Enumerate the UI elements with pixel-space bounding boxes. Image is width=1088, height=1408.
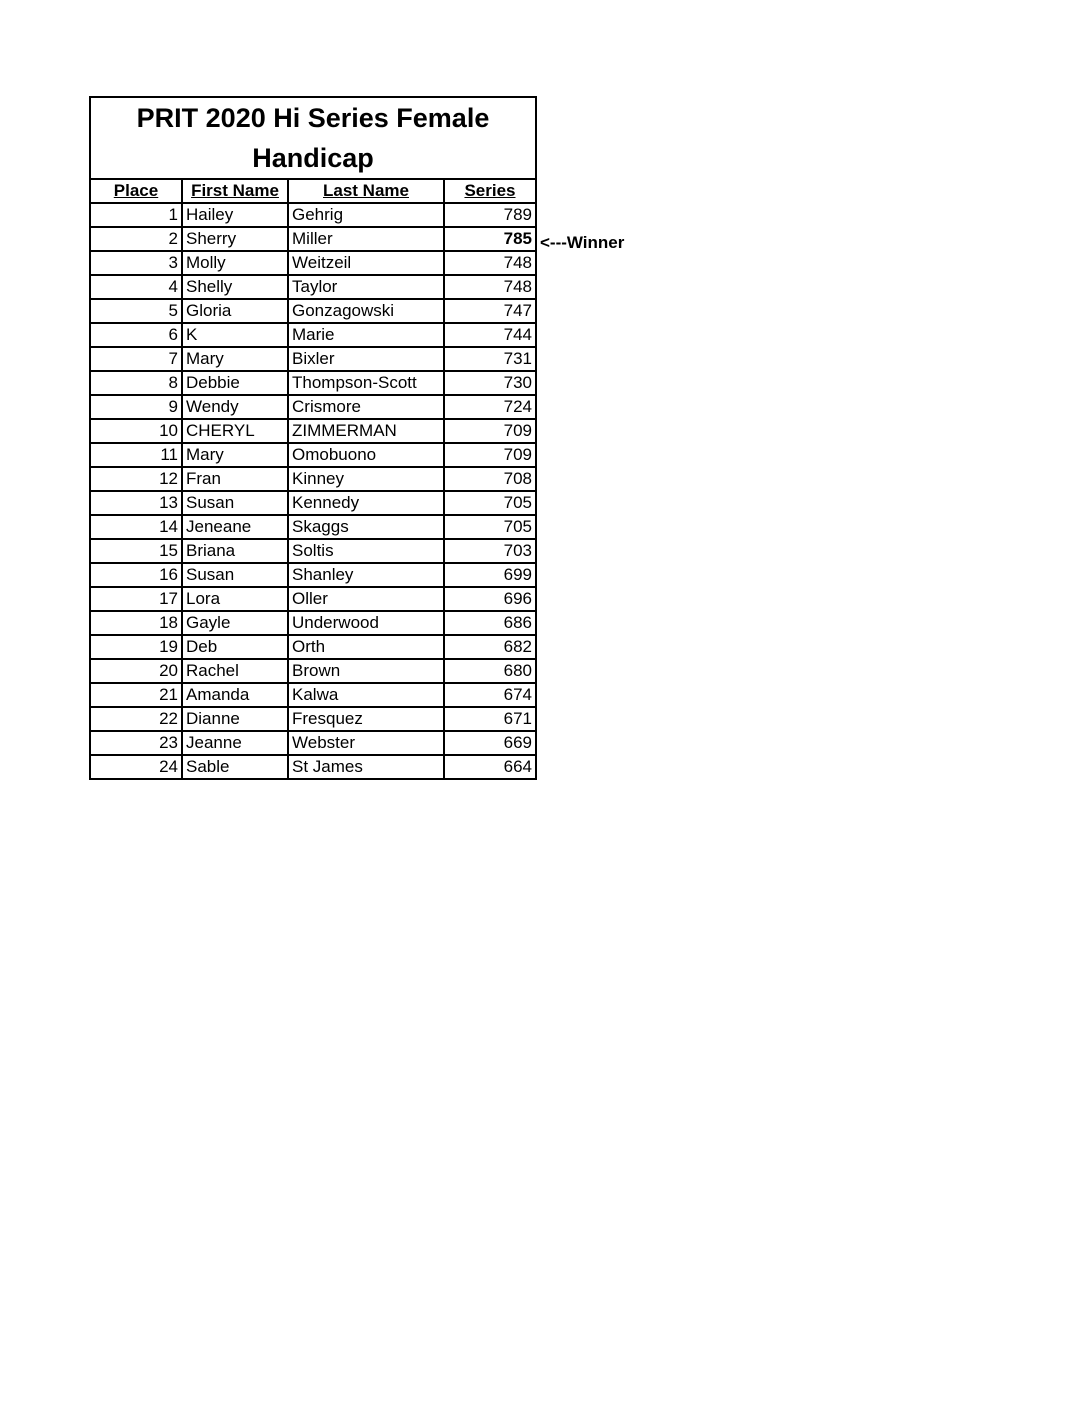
last-name-cell: ZIMMERMAN bbox=[288, 419, 444, 443]
series-cell: 680 bbox=[444, 659, 536, 683]
table-row bbox=[90, 635, 536, 659]
table-row bbox=[90, 227, 536, 251]
last-name-cell: Crismore bbox=[288, 395, 444, 419]
place-cell: 2 bbox=[90, 227, 182, 251]
table-row bbox=[90, 419, 536, 443]
first-name-cell: Hailey bbox=[182, 203, 288, 227]
place-cell: 11 bbox=[90, 443, 182, 467]
table-row bbox=[90, 755, 536, 779]
last-name-cell: Shanley bbox=[288, 563, 444, 587]
title-line-2: Handicap bbox=[252, 143, 374, 173]
title-row bbox=[90, 97, 536, 179]
first-name-cell: Gloria bbox=[182, 299, 288, 323]
results-sheet bbox=[89, 96, 537, 780]
place-cell: 23 bbox=[90, 731, 182, 755]
place-cell: 7 bbox=[90, 347, 182, 371]
table-row bbox=[90, 251, 536, 275]
series-cell: 709 bbox=[444, 443, 536, 467]
place-cell: 14 bbox=[90, 515, 182, 539]
first-name-cell: Molly bbox=[182, 251, 288, 275]
table-row bbox=[90, 275, 536, 299]
table-row bbox=[90, 563, 536, 587]
series-cell: 696 bbox=[444, 587, 536, 611]
series-cell: 789 bbox=[444, 203, 536, 227]
first-name-cell: Jeanne bbox=[182, 731, 288, 755]
place-cell: 9 bbox=[90, 395, 182, 419]
first-name-cell: Jeneane bbox=[182, 515, 288, 539]
last-name-cell: Thompson-Scott bbox=[288, 371, 444, 395]
first-name-cell: K bbox=[182, 323, 288, 347]
first-name-cell: Gayle bbox=[182, 611, 288, 635]
series-cell: 744 bbox=[444, 323, 536, 347]
place-cell: 21 bbox=[90, 683, 182, 707]
place-cell: 10 bbox=[90, 419, 182, 443]
last-name-cell: Miller bbox=[288, 227, 444, 251]
place-cell: 22 bbox=[90, 707, 182, 731]
first-name-cell: Fran bbox=[182, 467, 288, 491]
place-cell: 24 bbox=[90, 755, 182, 779]
table-row bbox=[90, 203, 536, 227]
last-name-cell: Brown bbox=[288, 659, 444, 683]
table-row bbox=[90, 539, 536, 563]
last-name-cell: Kalwa bbox=[288, 683, 444, 707]
place-cell: 5 bbox=[90, 299, 182, 323]
last-name-cell: Orth bbox=[288, 635, 444, 659]
first-name-cell: Rachel bbox=[182, 659, 288, 683]
series-cell: 682 bbox=[444, 635, 536, 659]
table-row bbox=[90, 467, 536, 491]
series-cell: 705 bbox=[444, 515, 536, 539]
series-cell: 686 bbox=[444, 611, 536, 635]
table-row bbox=[90, 683, 536, 707]
table-row bbox=[90, 491, 536, 515]
title-line-1: PRIT 2020 Hi Series Female bbox=[136, 103, 490, 133]
first-name-cell: Mary bbox=[182, 443, 288, 467]
last-name-cell: Weitzeil bbox=[288, 251, 444, 275]
series-cell: 748 bbox=[444, 275, 536, 299]
table-row bbox=[90, 443, 536, 467]
last-name-cell: Webster bbox=[288, 731, 444, 755]
table-row bbox=[90, 323, 536, 347]
first-name-cell: Susan bbox=[182, 563, 288, 587]
last-name-cell: Fresquez bbox=[288, 707, 444, 731]
first-name-cell: Dianne bbox=[182, 707, 288, 731]
table-row bbox=[90, 707, 536, 731]
series-cell: 699 bbox=[444, 563, 536, 587]
first-name-cell: Sable bbox=[182, 755, 288, 779]
series-cell: 705 bbox=[444, 491, 536, 515]
table-row bbox=[90, 299, 536, 323]
place-cell: 6 bbox=[90, 323, 182, 347]
last-name-cell: St James bbox=[288, 755, 444, 779]
last-name-cell: Marie bbox=[288, 323, 444, 347]
series-cell: 708 bbox=[444, 467, 536, 491]
series-cell: 748 bbox=[444, 251, 536, 275]
first-name-cell: Briana bbox=[182, 539, 288, 563]
series-cell: 671 bbox=[444, 707, 536, 731]
first-name-cell: CHERYL bbox=[182, 419, 288, 443]
column-header-place: Place bbox=[90, 179, 182, 203]
first-name-cell: Susan bbox=[182, 491, 288, 515]
last-name-cell: Soltis bbox=[288, 539, 444, 563]
place-cell: 20 bbox=[90, 659, 182, 683]
place-cell: 13 bbox=[90, 491, 182, 515]
first-name-cell: Wendy bbox=[182, 395, 288, 419]
first-name-cell: Mary bbox=[182, 347, 288, 371]
place-cell: 15 bbox=[90, 539, 182, 563]
table-row bbox=[90, 611, 536, 635]
place-cell: 12 bbox=[90, 467, 182, 491]
series-cell: 785 bbox=[444, 227, 536, 251]
place-cell: 17 bbox=[90, 587, 182, 611]
place-cell: 4 bbox=[90, 275, 182, 299]
winner-annotation: <---Winner bbox=[540, 233, 625, 252]
last-name-cell: Underwood bbox=[288, 611, 444, 635]
place-cell: 18 bbox=[90, 611, 182, 635]
table-row bbox=[90, 347, 536, 371]
header-row bbox=[90, 179, 536, 203]
first-name-cell: Debbie bbox=[182, 371, 288, 395]
series-cell: 664 bbox=[444, 755, 536, 779]
series-cell: 709 bbox=[444, 419, 536, 443]
first-name-cell: Sherry bbox=[182, 227, 288, 251]
last-name-cell: Gehrig bbox=[288, 203, 444, 227]
table-row bbox=[90, 659, 536, 683]
series-cell: 747 bbox=[444, 299, 536, 323]
last-name-cell: Omobuono bbox=[288, 443, 444, 467]
series-cell: 703 bbox=[444, 539, 536, 563]
series-cell: 731 bbox=[444, 347, 536, 371]
series-cell: 669 bbox=[444, 731, 536, 755]
results-table bbox=[89, 96, 537, 780]
last-name-cell: Taylor bbox=[288, 275, 444, 299]
first-name-cell: Lora bbox=[182, 587, 288, 611]
last-name-cell: Skaggs bbox=[288, 515, 444, 539]
table-title bbox=[90, 97, 536, 179]
place-cell: 1 bbox=[90, 203, 182, 227]
series-cell: 730 bbox=[444, 371, 536, 395]
place-cell: 19 bbox=[90, 635, 182, 659]
last-name-cell: Kinney bbox=[288, 467, 444, 491]
column-header-first-name: First Name bbox=[182, 179, 288, 203]
place-cell: 16 bbox=[90, 563, 182, 587]
first-name-cell: Deb bbox=[182, 635, 288, 659]
series-cell: 674 bbox=[444, 683, 536, 707]
table-row bbox=[90, 371, 536, 395]
last-name-cell: Oller bbox=[288, 587, 444, 611]
results-body bbox=[90, 203, 536, 779]
table-row bbox=[90, 587, 536, 611]
series-cell: 724 bbox=[444, 395, 536, 419]
last-name-cell: Gonzagowski bbox=[288, 299, 444, 323]
table-row bbox=[90, 515, 536, 539]
first-name-cell: Shelly bbox=[182, 275, 288, 299]
place-cell: 3 bbox=[90, 251, 182, 275]
table-row bbox=[90, 395, 536, 419]
column-header-last-name: Last Name bbox=[288, 179, 444, 203]
column-header-series: Series bbox=[444, 179, 536, 203]
last-name-cell: Kennedy bbox=[288, 491, 444, 515]
place-cell: 8 bbox=[90, 371, 182, 395]
table-row bbox=[90, 731, 536, 755]
last-name-cell: Bixler bbox=[288, 347, 444, 371]
first-name-cell: Amanda bbox=[182, 683, 288, 707]
